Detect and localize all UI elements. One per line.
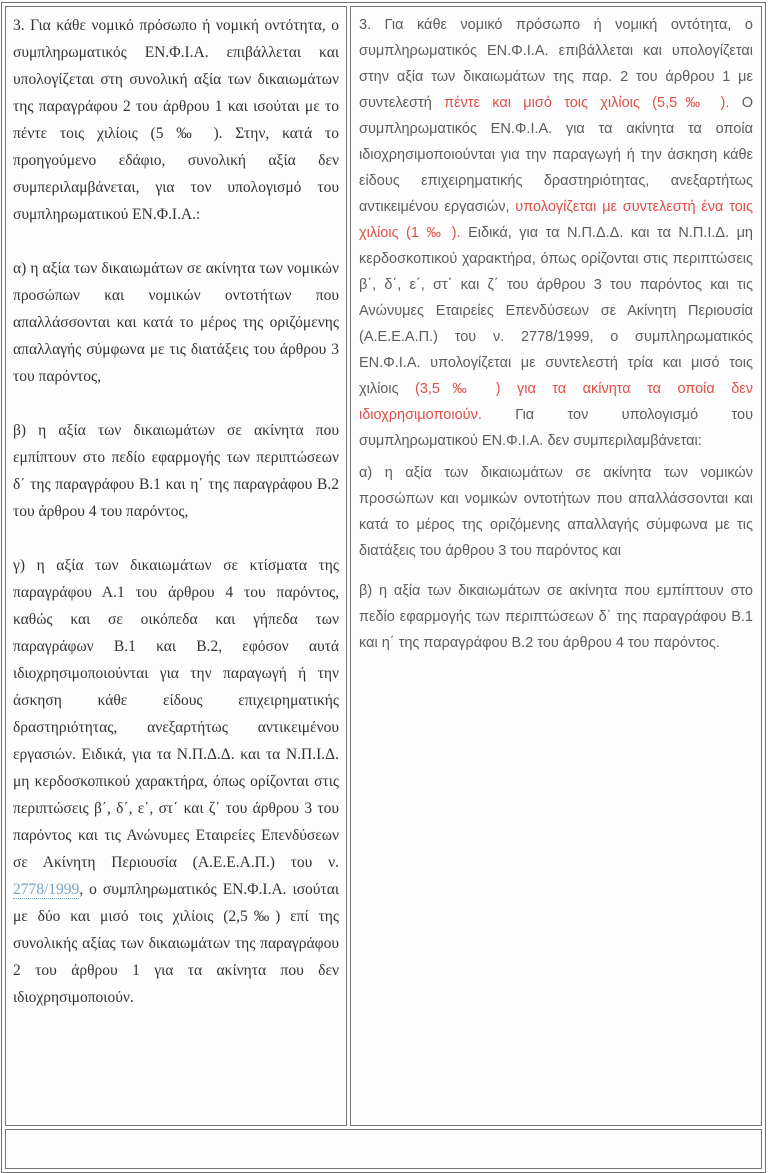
- old-law-text-column: [5, 6, 347, 1126]
- text-run: 3. Για κάθε νομικό πρόσωπο ή νομική οντότητα, ο συμπληρωματικός ΕΝ.Φ.Ι.Α. επιβάλλεται και υπολογίζεται στην αξία των δικαιωμάτων της παρ. 2 του άρθρου 1 με συντελεστή: [359, 17, 753, 111]
- amended-text-run: υπολογίζεται με συντελεστή ένα τοις χιλίοις (1 ‰ ).: [359, 199, 753, 241]
- comparison-table: [1, 2, 766, 1173]
- item-a-new: [359, 460, 753, 564]
- table-row-paragraph-3: [5, 6, 762, 1126]
- text-run: 3. Για κάθε νομικό πρόσωπο ή νομική οντότητα, ο συμπληρωματικός ΕΝ.Φ.Ι.Α. επιβάλλεται και υπολογίζεται στη συνολική αξία των δικαιωμάτων της παραγράφου 2 του άρθρου 1 και ισούται με το πέντε τοις χιλίοις (5 ‰ ). Στην, κατά το προηγούμενο εδάφιο, συνολική αξία δεν συμπεριλαμβάνεται, για τον υπολογισμό του συμπληρωματικού ΕΝ.Φ.Ι.Α.:: [13, 17, 339, 223]
- text-run: Ειδικά, για τα Ν.Π.Δ.Δ. και τα Ν.Π.Ι.Δ. μη κερδοσκοπικού χαρακτήρα, όπως ορίζονται στις περιπτώσεις β΄, δ΄, ε΄, στ΄ και ζ΄ του άρθρου 3 του παρόντος και τις Ανώνυμες Εταιρείες Επενδύσεων σε Ακίνητη Περιουσία (Α.Ε.Ε.Α.Π.) του ν. 2778/1999, ο συμπληρωματικός ΕΝ.Φ.Ι.Α. υπολογίζεται με συντελεστή τρία και μισό τοις χιλίοις: [359, 225, 753, 397]
- text-run: Για τον υπολογισμό του συμπληρωματικού ΕΝ.Φ.Ι.Α. δεν συμπεριλαμβάνεται:: [359, 407, 753, 449]
- paragraph-3-intro-new: [359, 12, 753, 454]
- amended-text-run: (3,5‰ ) για τα ακίνητα τα οποία δεν ιδιοχρησιμοποιούν.: [359, 381, 753, 423]
- text-run: γ) η αξία των δικαιωμάτων σε κτίσματα της παραγράφου Α.1 του άρθρου 4 του παρόντος, καθώς και σε οικόπεδα και γήπεδα των παραγράφων Β.1 και Β.2, εφόσον αυτά ιδιοχρησιμοποιούνται για την παραγωγή ή την άσκηση κάθε είδους επιχειρηματικής δραστηριότητας, ανεξαρτήτως αντικειμένου εργασιών. Ειδικά, για τα Ν.Π.Δ.Δ. και τα Ν.Π.Ι.Δ. μη κερδοσκοπικού χαρακτήρα, όπως ορίζονται στις περιπτώσεις β΄, δ΄, ε΄, στ΄ και ζ΄ του άρθρου 3 του παρόντος και τις Ανώνυμες Εταιρείες Επενδύσεων σε Ακίνητη Περιουσία (Α.Ε.Ε.Α.Π.) του ν.: [13, 557, 339, 871]
- text-run: Ο συμπληρωματικός ΕΝ.Φ.Ι.Α. για τα ακίνητα τα οποία ιδιοχρησιμοποιούνται για την παραγωγή ή την άσκηση κάθε είδους επιχειρηματικής δραστηριότητας, ανεξαρτήτως αντικειμένου εργασιών,: [359, 95, 753, 215]
- item-c-old: [13, 552, 339, 1011]
- law-2778-1999-link[interactable]: 2778/1999: [13, 881, 80, 898]
- amended-text-run: πέντε και μισό τοις χιλίοις (5,5‰ ).: [444, 95, 730, 111]
- new-law-text-column: [350, 6, 762, 1126]
- item-a-old: [13, 255, 339, 390]
- text-run: α) η αξία των δικαιωμάτων σε ακίνητα των νομικών προσώπων και νομικών οντοτήτων που απαλλάσσονται και κατά το μέρος της οριζόμενης απαλλαγής σύμφωνα με τις διατάξεις του άρθρου 3 του παρόντος και: [359, 465, 753, 559]
- item-b-new: [359, 578, 753, 656]
- paragraph-3-intro-old: [13, 12, 339, 228]
- item-b-old: [13, 417, 339, 525]
- text-run: β) η αξία των δικαιωμάτων σε ακίνητα που εμπίπτουν στο πεδίο εφαρμογής των περιπτώσεων δ΄ της παραγράφου Β.1 και η΄ της παραγράφου Β.2 του άρθρου 4 του παρόντος.: [359, 583, 753, 651]
- text-run: , ο συμπληρωματικός ΕΝ.Φ.Ι.Α. ισούται με δύο και μισό τοις χιλίοις (2,5‰) επί της συνολικής αξίας των δικαιωμάτων της παραγράφου 2 του άρθρου 1 για τα ακίνητα που δεν ιδιοχρησιμοποιούν.: [13, 881, 339, 1006]
- text-run: β) η αξία των δικαιωμάτων σε ακίνητα που εμπίπτουν στο πεδίο εφαρμογής των περιπτώσεων δ΄ της παραγράφου Β.1 και η΄ της παραγράφου Β.2 του άρθρου 4 του παρόντος,: [13, 422, 339, 520]
- text-run: α) η αξία των δικαιωμάτων σε ακίνητα των νομικών προσώπων και νομικών οντοτήτων που απαλλάσσονται και κατά το μέρος της οριζόμενης απαλλαγής σύμφωνα με τις διατάξεις του άρθρου 3 του παρόντος,: [13, 260, 339, 385]
- next-table-row-stub: [5, 1129, 762, 1169]
